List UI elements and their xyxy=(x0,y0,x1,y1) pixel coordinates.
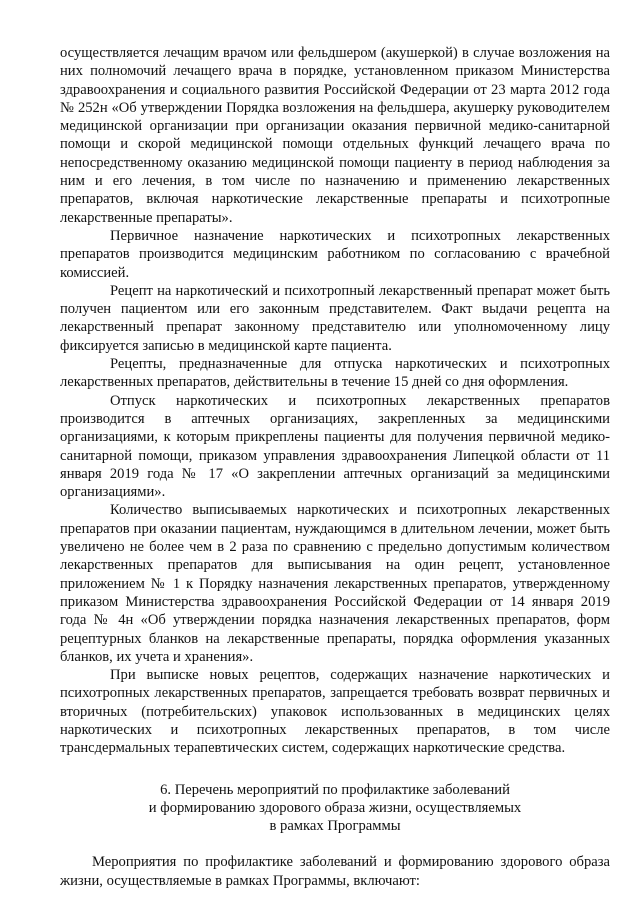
section-heading-line-2: и формированию здорового образа жизни, осуществляемых xyxy=(148,799,522,816)
paragraph-primary-prescription: Первичное назначение наркотических и психотропных лекарственных препаратов производится медицинским работником по согласованию с врачебной комиссией. xyxy=(60,227,610,281)
paragraph-prescription-receipt: Рецепт на наркотический и психотропный лекарственный препарат может быть получен пациентом или его законным представителем. Факт выдачи рецепта на лекарственный препарат законному представителю или уполномоченному лицу фиксируется записью в медицинской карте пациента. xyxy=(60,282,610,354)
paragraph-prescription-validity: Рецепты, предназначенные для отпуска наркотических и психотропных лекарственных препаратов, действительны в течение 15 дней со дня оформления. xyxy=(60,356,610,391)
section-intro-paragraph: Мероприятия по профилактике заболеваний и формированию здорового образа жизни, осуществляемые в рамках Программы, включают: xyxy=(60,854,610,889)
paragraph-dispensing: Отпуск наркотических и психотропных лекарственных препаратов производится в аптечных организациях, закрепленных за медицинскими организациями, к которым прикреплены пациенты для получения первичной медико-санитарной помощи, приказом управления здравоохранения Липецкой области от 11 января 2019 года № 17 «О закреплении аптечных организаций за медицинскими организациями». xyxy=(60,392,610,501)
document-page xyxy=(60,44,610,890)
paragraph-new-prescriptions: При выписке новых рецептов, содержащих назначение наркотических и психотропных лекарственных препаратов, запрещается требовать возврат первичных и вторичных (потребительских) упаковок использованных в медицинских целях наркотических и психотропных лекарственных препаратов, в том числе трансдермальных терапевтических систем, содержащих наркотические средства. xyxy=(60,667,610,757)
paragraph-continuation: осуществляется лечащим врачом или фельдшером (акушеркой) в случае возложения на них полномочий лечащего врача в порядке, установленном приказом Министерства здравоохранения и социального развития Российской Федерации от 23 марта 2012 года № 252н «Об утверждении Порядка возложения на фельдшера, акушерку руководителем медицинской организации при организации оказания первичной медико-санитарной помощи и скорой медицинской помощи отдельных функций лечащего врача по непосредственному оказанию медицинской помощи пациенту в период наблюдения за ним и его лечения, в том числе по назначению и применению лекарственных препаратов, включая наркотические лекарственные препараты и психотропные лекарственные препараты». xyxy=(60,45,610,226)
section-heading xyxy=(60,781,610,836)
paragraph-quantity: Количество выписываемых наркотических и психотропных лекарственных препаратов при оказании пациентам, нуждающимся в длительном лечении, может быть увеличено не более чем в 2 раза по сравнению с предельно допустимым количеством лекарственных препаратов для выписывания на один рецепт, установленное приложением № 1 к Порядку назначения лекарственных препаратов, утвержденному приказом Министерства здравоохранения Российской Федерации от 14 января 2019 года № 4н «Об утверждении порядка назначения лекарственных препаратов, форм рецептурных бланков на лекарственные препараты, порядка оформления указанных бланков, их учета и хранения». xyxy=(60,502,610,665)
section-heading-line-1: 6. Перечень мероприятий по профилактике заболеваний xyxy=(160,781,510,798)
section-heading-line-3: в рамках Программы xyxy=(269,818,401,835)
